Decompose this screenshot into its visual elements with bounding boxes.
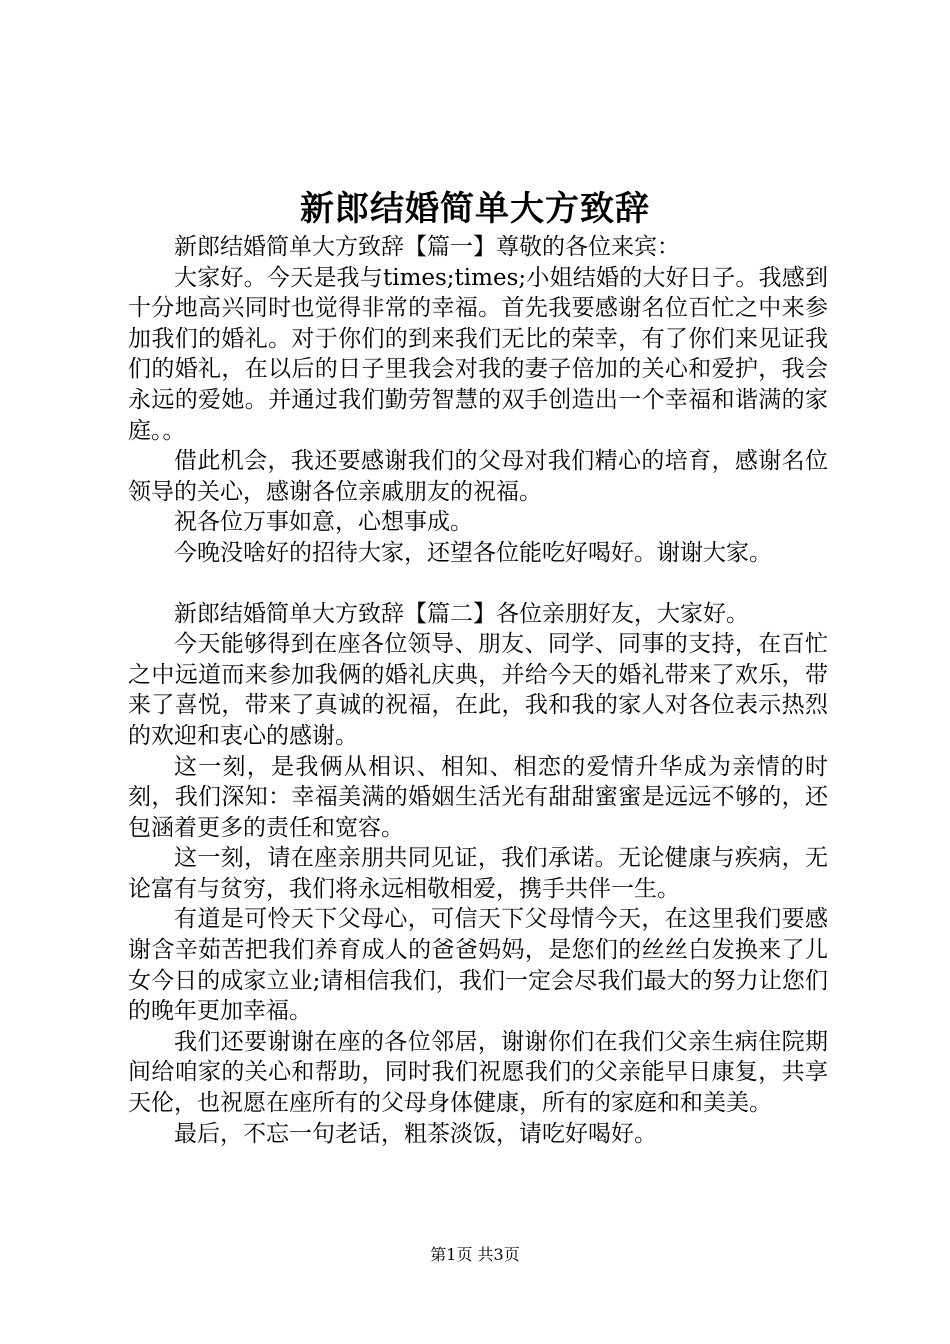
paragraph-4: 祝各位万事如意，心想事成。 — [174, 509, 473, 536]
paragraph-1: 新郎结婚简单大方致辞【篇一】尊敬的各位来宾： — [174, 234, 680, 260]
paragraph-7: 今天能够得到在座各位领导、朋友、同学、同事的支持，在百忙之中远道而来参加我俩的婚礼庆典，并给今天的婚礼带来了欢乐，带来了喜悦，带来了真诚的祝福，在此，我和我的家人对各位表示热烈的欢迎和衷心的感谢。 — [128, 631, 828, 749]
page-footer: 第1页 共3页 — [430, 1245, 520, 1264]
page-title: 新郎结婚简单大方致辞 — [300, 189, 650, 229]
paragraph-8: 这一刻，是我俩从相识、相知、相恋的爱情升华成为亲情的时刻，我们深知：幸福美满的婚姻生活光有甜甜蜜蜜是远远不够的，还包涵着更多的责任和宽容。 — [128, 753, 828, 841]
paragraph-11: 我们还要谢谢在座的各位邻居，谢谢你们在我们父亲生病住院期间给咱家的关心和帮助，同时我们祝愿我们的父亲能早日康复，共享天伦，也祝愿在座所有的父母身体健康，所有的家庭和和美美。 — [128, 1028, 828, 1117]
paragraph-3: 借此机会，我还要感谢我们的父母对我们精心的培育，感谢名位领导的关心，感谢各位亲戚朋友的祝福。 — [128, 448, 828, 505]
paragraph-5: 今晚没啥好的招待大家，还望各位能吃好喝好。谢谢大家。 — [174, 539, 772, 566]
paragraph-2: 大家好。今天是我与times;times;小姐结婚的大好日子。我感到十分地高兴同时也觉得非常的幸福。首先我要感谢名位百忙之中来参加我们的婚礼。对于你们的到来我们无比的荣幸，有了你们来见证我们的婚礼，在以后的日子里我会对我的妻子倍加的关心和爱护，我会永远的爱她。并通过我们勤劳智慧的双手创造出一个幸福和谐满的家庭。。 — [128, 264, 828, 444]
paragraph-10: 有道是可怜天下父母心，可信天下父母情今天，在这里我们要感谢含辛茹苦把我们养育成人的爸爸妈妈，是您们的丝丝白发换来了儿女今日的成家立业;请相信我们，我们一定会尽我们最大的努力让您们的晚年更加幸福。 — [128, 906, 828, 1025]
document-body — [128, 232, 828, 1149]
paragraph-6: 新郎结婚简单大方致辞【篇二】各位亲朋好友，大家好。 — [174, 600, 749, 627]
paragraph-12: 最后，不忘一句老话，粗茶淡饭，请吃好喝好。 — [174, 1120, 657, 1147]
paragraph-9: 这一刻，请在座亲朋共同见证，我们承诺。无论健康与疾病，无论富有与贫穷，我们将永远相敬相爱，携手共伴一生。 — [128, 845, 828, 902]
